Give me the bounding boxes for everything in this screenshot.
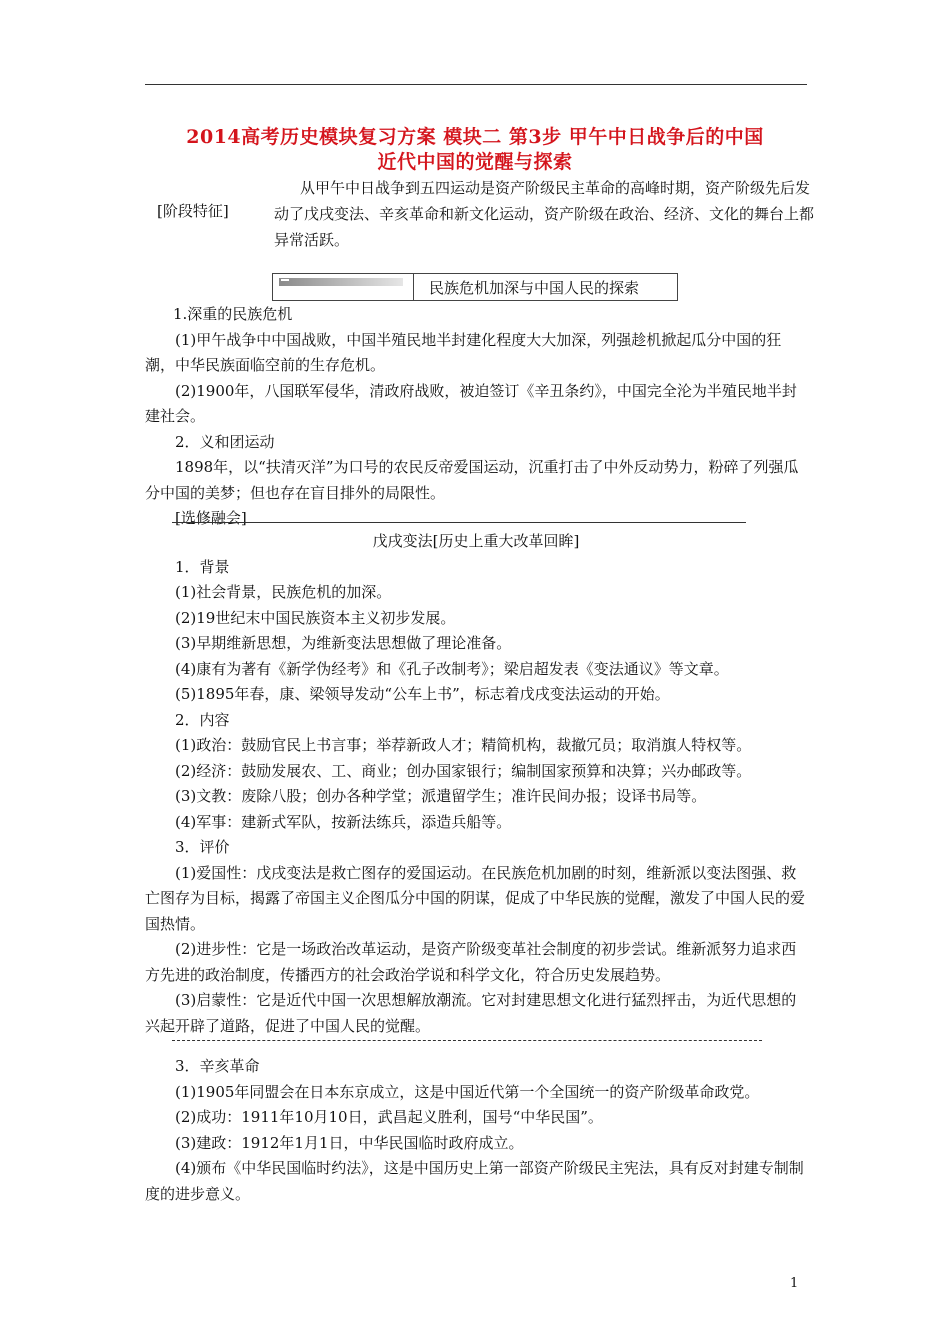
paragraph: 1898年，以“扶清灭洋”为口号的农民反帝爱国运动，沉重打击了中外反动势力，粉碎了列强瓜分中国的美梦；但也存在盲目排外的局限性。 (145, 458, 799, 502)
heading: 3．评价 (175, 838, 230, 856)
heading: 2．内容 (175, 710, 230, 729)
list-item: (4)军事：建新式军队，按新法练兵，添造兵船等。 (175, 812, 512, 831)
section-revolution (145, 1054, 807, 1207)
list-item: (1)政治：鼓励官民上书言事；举荐新政人才；精简机构，裁撤冗员；取消旗人特权等。 (175, 736, 752, 754)
heading: 1．背景 (175, 557, 230, 576)
list-item: (2)经济：鼓励发展农、工、商业；创办国家银行；编制国家预算和决算；兴办邮政等。 (175, 761, 752, 780)
doc-title-line1: 2014高考历史模块复习方案 模块二 第3步 甲午中日战争后的中国 (186, 126, 764, 148)
doc-title-line2: 近代中国的觉醒与探索 (377, 151, 573, 173)
list-item: (1)1905年同盟会在日本东京成立，这是中国近代第一个全国统一的资产阶级革命政党。 (175, 1082, 760, 1101)
list-item: (2)成功：1911年10月10日，武昌起义胜利，国号“中华民国”。 (175, 1108, 603, 1126)
elective-label: [选修融会] (175, 509, 247, 527)
elective-divider (172, 522, 746, 523)
dashed-divider (172, 1040, 762, 1041)
stage-text (274, 175, 814, 253)
paragraph: (2)1900年，八国联军侵华，清政府战败，被迫签订《辛丑条约》，中国完全沦为半殖民地半封建社会。 (145, 381, 797, 425)
heading-crisis: 1.深重的民族危机 (173, 305, 293, 323)
section-banner (272, 273, 678, 301)
list-item: (1)社会背景，民族危机的加深。 (175, 583, 392, 601)
page-number: 1 (790, 1276, 799, 1291)
section-reform (145, 529, 807, 1039)
list-item: (4)颁布《中华民国临时约法》，这是中国历史上第一部资产阶级民主宪法，具有反对封建专制制度的进步意义。 (145, 1159, 804, 1203)
list-item: (2)19世纪末中国民族资本主义初步发展。 (175, 608, 456, 627)
stage-label: [阶段特征] (157, 202, 229, 220)
list-item: (3)启蒙性：它是近代中国一次思想解放潮流。它对封建思想文化进行猛烈抨击，为近代思想的兴起开辟了道路，促进了中国人民的觉醒。 (145, 991, 797, 1035)
list-item: (3)建政：1912年1月1日，中华民国临时政府成立。 (175, 1133, 524, 1152)
list-item: (4)康有为著有《新学伪经考》和《孔子改制考》；梁启超发表《变法通议》等文章。 (175, 659, 729, 678)
paragraph: (1)甲午战争中中国战败，中国半殖民地半封建化程度大大加深，列强趁机掀起瓜分中国的狂潮，中华民族面临空前的生存危机。 (145, 330, 782, 374)
list-item: (2)进步性：它是一场政治改革运动，是资产阶级变革社会制度的初步尝试。维新派努力追求西方先进的政治制度，传播西方的社会政治学说和科学文化，符合历史发展趋势。 (145, 940, 797, 984)
list-item: (3)文教：废除八股；创办各种学堂；派遣留学生；准许民间办报；设译书局等。 (175, 787, 707, 805)
reform-title: 戊戌变法[历史上重大改革回眸] (372, 532, 580, 550)
heading: 3．辛亥革命 (175, 1057, 260, 1075)
banner-text: 民族危机加深与中国人民的探索 (429, 279, 640, 297)
heading-boxer: 2．义和团运动 (175, 432, 275, 451)
top-rule (145, 84, 807, 85)
list-item: (1)爱国性：戊戌变法是救亡图存的爱国运动。在民族危机加剧的时刻，维新派以变法图强、救亡图存为目标，揭露了帝国主义企图瓜分中国的阴谋，促成了中华民族的觉醒，激发了中国人民的爱国热情。 (145, 863, 806, 933)
list-item: (3)早期维新思想，为维新变法思想做了理论准备。 (175, 634, 512, 652)
banner-graphic (273, 274, 414, 300)
section-national-crisis (145, 302, 807, 532)
stage-text-content: 从甲午中日战争到五四运动是资产阶级民主革命的高峰时期，资产阶级先后发动了戊戌变法、辛亥革命和新文化运动，资产阶级在政治、经济、文化的舞台上都异常活跃。 (274, 179, 815, 249)
list-item: (5)1895年春，康、梁领导发动“公车上书”，标志着戊戌变法运动的开始。 (175, 685, 670, 703)
